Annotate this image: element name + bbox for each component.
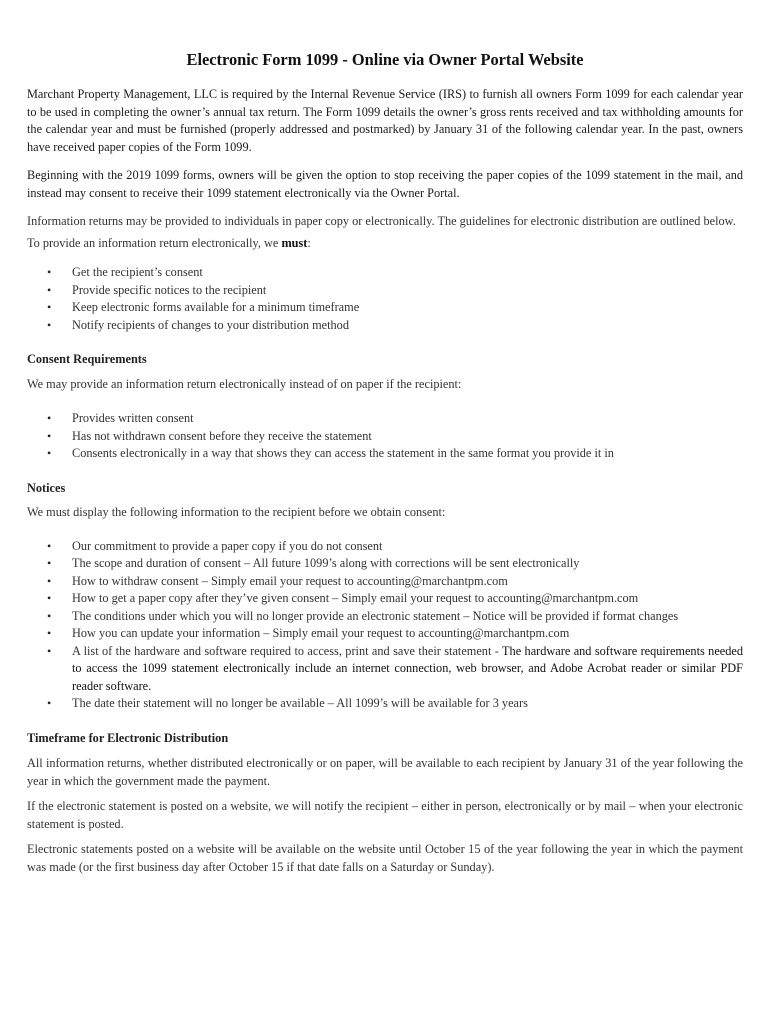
hardware-item-lead: A list of the hardware and software required to access, print and save their statement - (72, 643, 503, 658)
list-item: • Get the recipient’s consent (27, 264, 743, 282)
page-title: Electronic Form 1099 - Online via Owner Portal Website (186, 50, 584, 69)
list-item: • The conditions under which you will no longer provide an electronic statement – Notice will be provided if format changes (27, 608, 743, 626)
list-item: • Consents electronically in a way that shows they can access the statement in the same format you provide it in (27, 445, 743, 463)
consent-list (27, 410, 743, 463)
must-intro-bold: must (281, 235, 308, 250)
must-intro-after: : (307, 235, 311, 250)
list-item: • How you can update your information – Simply email your request to accounting@marchantpm.com (27, 625, 743, 643)
timeframe-paragraph-3: Electronic statements posted on a website will be available on the website until October 15 of the year following the year in which the payment was made (or the first business day after October 15 if that date falls on a Saturday or Sunday). (27, 842, 743, 874)
must-list (27, 264, 743, 334)
notices-intro: We must display the following information to the recipient before we obtain consent: (27, 505, 446, 519)
hardware-item-requirements: The hardware and software requirements needed to access the 1099 statement electronically include an internet connection, web browser, and Adobe Acrobat reader or similar PDF reader software. (72, 643, 743, 693)
notices-heading: Notices (27, 480, 66, 495)
list-item: • Provides written consent (27, 410, 743, 428)
consent-intro: We may provide an information return electronically instead of on paper if the recipient: (27, 376, 462, 391)
timeframe-paragraph-2: If the electronic statement is posted on a website, we will notify the recipient – either in person, electronically or by mail – when your electronic statement is posted. (27, 799, 743, 831)
intro-paragraph-2: Beginning with the 2019 1099 forms, owners will be given the option to stop receiving the paper copies of the 1099 statement in the mail, and instead may consent to receive their 1099 statement electronically via the Owner Portal. (27, 168, 743, 200)
intro-paragraph-1: Marchant Property Management, LLC is required by the Internal Revenue Service (IRS) to furnish all owners Form 1099 for each calendar year to be used in completing the owner’s annual tax return. The Form 1099 details the owner’s gross rents received and tax withholding amounts for the calendar year and must be furnished (properly addressed and postmarked) by January 31 of the following calendar year. In the past, owners have received paper copies of the Form 1099. (27, 87, 743, 154)
list-item: • The scope and duration of consent – All future 1099’s along with corrections will be sent electronically (27, 555, 743, 573)
list-item: • Keep electronic forms available for a minimum timeframe (27, 299, 743, 317)
notices-list (27, 538, 743, 713)
list-item: • How to get a paper copy after they’ve given consent – Simply email your request to accounting@marchantpm.com (27, 590, 743, 608)
list-item: • Provide specific notices to the recipient (27, 282, 743, 300)
list-item: • Notify recipients of changes to your distribution method (27, 317, 743, 335)
timeframe-heading: Timeframe for Electronic Distribution (27, 730, 229, 745)
must-intro (27, 235, 743, 253)
hardware-list-item (27, 643, 743, 696)
list-item: • The date their statement will no longer be available – All 1099’s will be available for 3 years (27, 695, 743, 713)
info-paragraph: Information returns may be provided to individuals in paper copy or electronically. The guidelines for electronic distribution are outlined below. (27, 214, 736, 228)
list-item: • Our commitment to provide a paper copy if you do not consent (27, 538, 743, 556)
list-item: • How to withdraw consent – Simply email your request to accounting@marchantpm.com (27, 573, 743, 591)
consent-heading: Consent Requirements (27, 352, 147, 366)
must-intro-before: To provide an information return electronically, we (27, 235, 282, 250)
timeframe-paragraph-1: All information returns, whether distributed electronically or on paper, will be available to each recipient by January 31 of the year following the year in which the government made the payment. (27, 756, 743, 788)
list-item: • Has not withdrawn consent before they receive the statement (27, 428, 743, 446)
